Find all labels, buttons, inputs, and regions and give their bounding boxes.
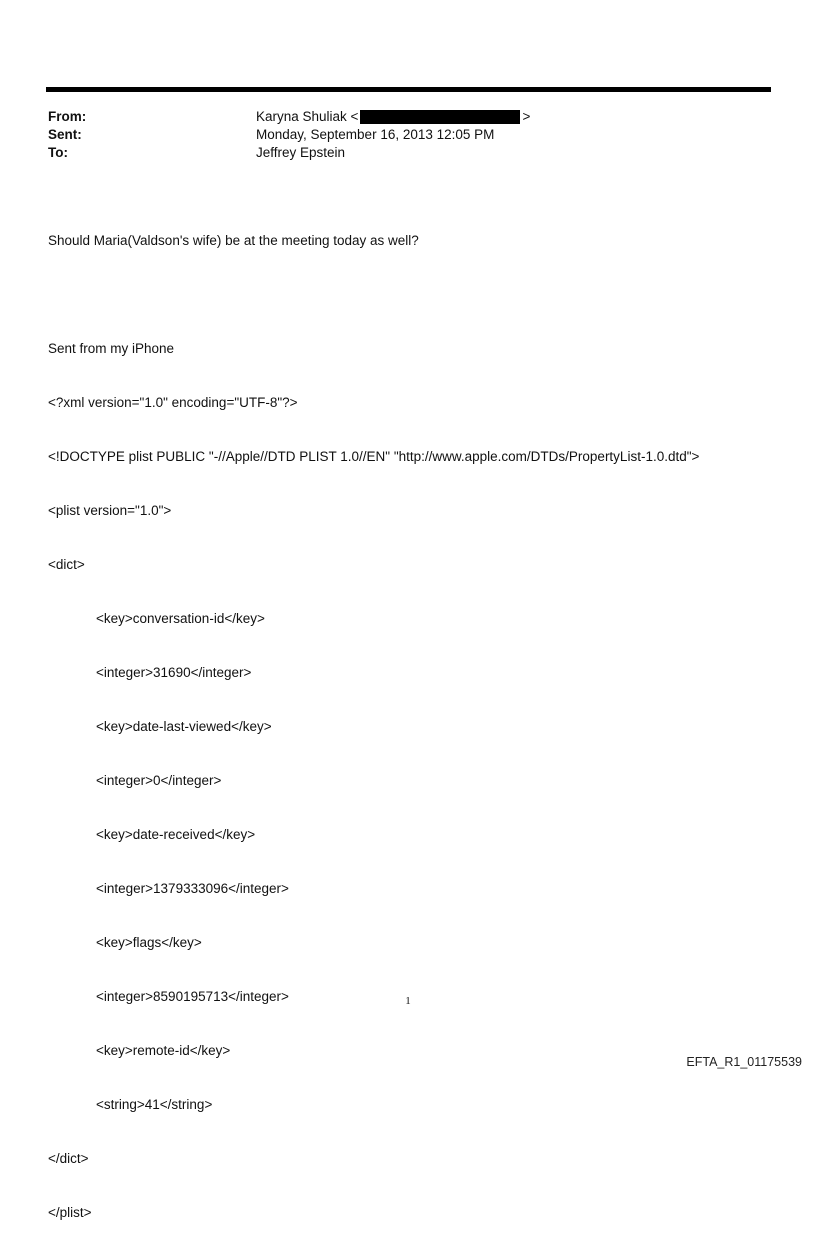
email-headers (48, 108, 748, 162)
header-rule (46, 87, 771, 92)
plist-open: <plist version="1.0"> (48, 503, 172, 518)
spacer (48, 286, 788, 304)
dict-close: </dict> (48, 1151, 89, 1166)
bates-number: EFTA_R1_01175539 (686, 1055, 802, 1069)
dict-line: <key>remote-id</key> (96, 1043, 231, 1058)
dict-line: <string>41</string> (96, 1097, 213, 1112)
sent-value: Monday, September 16, 2013 12:05 PM (256, 127, 495, 142)
doctype-line: <!DOCTYPE plist PUBLIC "-//Apple//DTD PLIST 1.0//EN" "http://www.apple.com/DTDs/PropertyList-1.0.dtd"> (48, 449, 700, 464)
page-number: 1 (405, 995, 411, 1007)
dict-line: <integer>31690</integer> (96, 665, 252, 680)
dict-line: <key>date-last-viewed</key> (96, 719, 272, 734)
sent-row (48, 126, 748, 144)
from-value (256, 108, 530, 126)
to-label: To: (48, 145, 68, 160)
dict-line: <key>conversation-id</key> (96, 611, 265, 626)
dict-line: <key>date-received</key> (96, 827, 256, 842)
dict-line: <key>flags</key> (96, 935, 202, 950)
plist-close: </plist> (48, 1205, 92, 1220)
sent-label: Sent: (48, 127, 82, 142)
from-suffix: > (522, 109, 531, 124)
from-name: Karyna Shuliak < (256, 109, 359, 124)
signature-text: Sent from my iPhone (48, 341, 175, 356)
redaction-block (360, 110, 520, 124)
from-label: From: (48, 109, 87, 124)
email-body (48, 196, 788, 1240)
to-value: Jeffrey Epstein (256, 145, 346, 160)
message-text: Should Maria(Valdson's wife) be at the meeting today as well? (48, 233, 419, 248)
to-row (48, 144, 748, 162)
dict-open: <dict> (48, 557, 85, 572)
from-row (48, 108, 748, 126)
dict-line: <integer>0</integer> (96, 773, 222, 788)
dict-line: <integer>8590195713</integer> (96, 989, 289, 1004)
xml-declaration: <?xml version="1.0" encoding="UTF-8"?> (48, 395, 298, 410)
dict-line: <integer>1379333096</integer> (96, 881, 289, 896)
